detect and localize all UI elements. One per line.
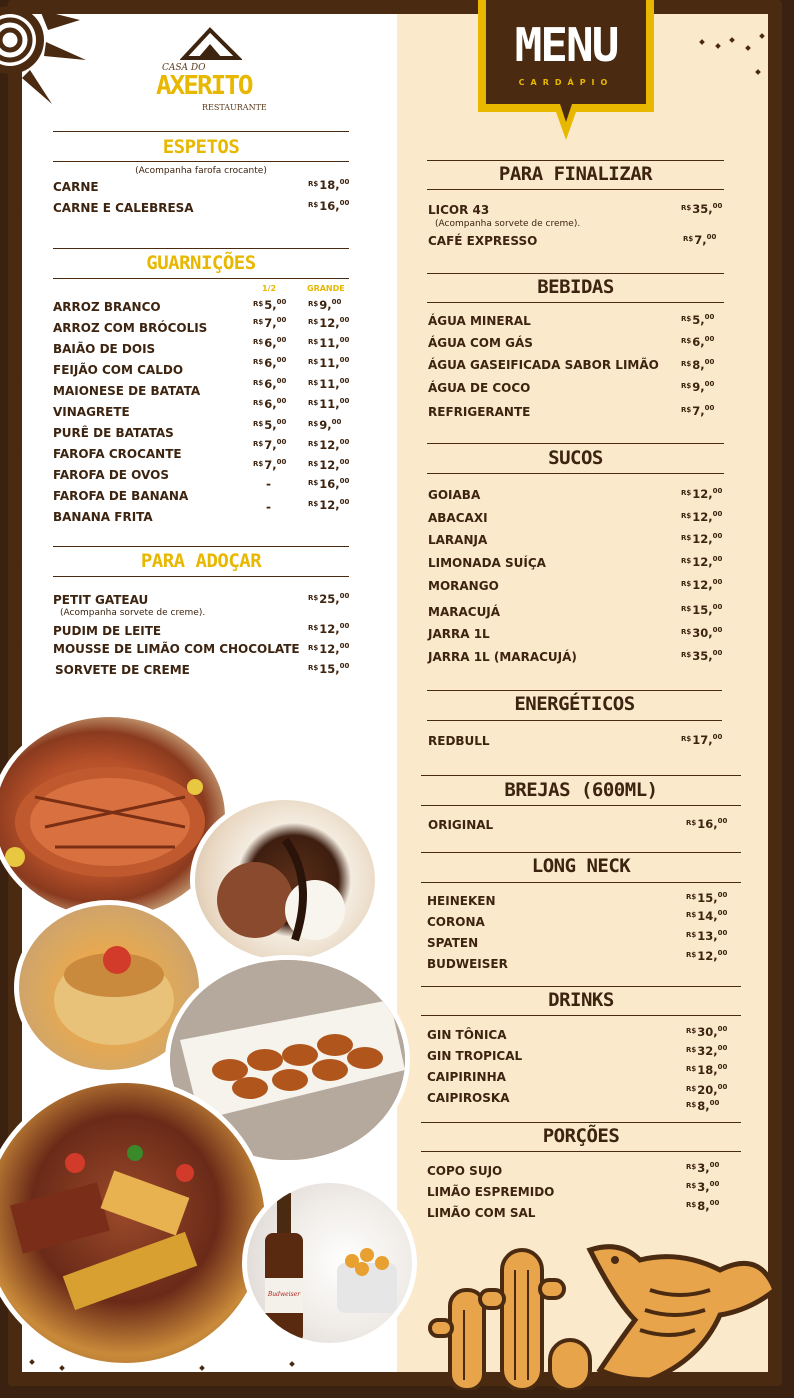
menu-item-name: ARROZ COM BRÓCOLIS: [53, 321, 208, 335]
section-title-brejas: BREJAS (600ML): [504, 779, 658, 801]
menu-item-name: CAIPIRINHA: [427, 1070, 506, 1084]
beer-label: Budweiser: [267, 1291, 301, 1298]
price-half-unavailable: -: [266, 500, 271, 514]
divider: [53, 248, 349, 249]
divider: [427, 690, 722, 691]
divider: [427, 189, 724, 190]
menu-item-name: LIMÃO ESPREMIDO: [427, 1185, 555, 1199]
price-full: $^{R\$}$12,00: [308, 438, 350, 452]
column-header-half: 1/2: [262, 284, 277, 293]
menu-item-name: CARNE E CALEBRESA: [53, 201, 194, 215]
menu-item-price: $^{R\$}$8,00: [681, 358, 715, 372]
divider: [427, 273, 724, 274]
section-title-adocar: PARA ADOÇAR: [140, 550, 262, 572]
divider: [53, 278, 349, 279]
price-full: $^{R\$}$12,00: [308, 316, 350, 330]
price-half: $^{R\$}$6,00: [253, 336, 287, 350]
menu-item-price: $^{R\$}$6,00: [681, 335, 715, 349]
menu-item-name: REDBULL: [428, 734, 490, 748]
menu-item-price: $^{R\$}$15,00: [686, 891, 728, 905]
menu-item-name: PETIT GATEAU: [53, 593, 149, 607]
divider: [427, 720, 722, 721]
menu-item-price: $^{R\$}$35,00: [681, 649, 723, 663]
divider: [421, 1015, 741, 1016]
section-title-drinks: DRINKS: [548, 989, 614, 1011]
divider: [421, 852, 741, 853]
divider: [421, 1151, 741, 1152]
logo-suffix: RESTAURANTE: [202, 103, 267, 112]
photo-petit-gateau: [190, 795, 380, 965]
price-half-unavailable: -: [266, 477, 271, 491]
menu-item-name: GOIABA: [428, 488, 481, 502]
menu-item-price: $^{R\$}$35,00: [681, 202, 723, 216]
divider: [421, 805, 741, 806]
price-half: $^{R\$}$6,00: [253, 397, 287, 411]
menu-subtitle: CARDÁPIO: [518, 78, 614, 87]
menu-item-price: $^{R\$}$25,00: [308, 592, 350, 606]
menu-item-name: MARACUJÁ: [428, 605, 501, 619]
logo-name: AXERITO: [156, 71, 252, 101]
menu-item-price: $^{R\$}$12,00: [681, 510, 723, 524]
divider: [53, 161, 349, 162]
divider: [53, 576, 349, 577]
menu-item-price: $^{R\$}$15,00: [308, 662, 350, 676]
menu-item-price: $^{R\$}$12,00: [681, 555, 723, 569]
price-half: $^{R\$}$7,00: [253, 316, 287, 330]
menu-item-name: PURÊ DE BATATAS: [53, 426, 174, 440]
menu-item-name: FAROFA CROCANTE: [53, 447, 182, 461]
menu-item-note: (Acompanha sorvete de creme).: [60, 608, 206, 618]
menu-item-price: $^{R\$}$3,00: [686, 1180, 720, 1194]
bird-icon: [590, 1247, 775, 1380]
divider: [53, 131, 349, 132]
menu-item-price: $^{R\$}$7,00: [683, 233, 717, 247]
price-half: $^{R\$}$7,00: [253, 438, 287, 452]
menu-title: MENU: [514, 18, 618, 72]
menu-item-price: $^{R\$}$30,00: [681, 626, 723, 640]
menu-item-name: REFRIGERANTE: [428, 405, 531, 419]
price-half: $^{R\$}$7,00: [253, 458, 287, 472]
menu-item-price: $^{R\$}$30,00: [686, 1025, 728, 1039]
menu-item-name: CARNE: [53, 180, 99, 194]
menu-item-name: LICOR 43: [428, 203, 490, 217]
menu-item-price: $^{R\$}$32,00: [686, 1044, 728, 1058]
menu-item-name: ÁGUA GASEIFICADA SABOR LIMÃO: [428, 358, 659, 372]
price-full: $^{R\$}$16,00: [308, 477, 350, 491]
menu-item-name: BANANA FRITA: [53, 510, 153, 524]
menu-item-name: HEINEKEN: [427, 894, 496, 908]
divider: [421, 986, 741, 987]
menu-item-name: BUDWEISER: [427, 957, 508, 971]
menu-item-price: $^{R\$}$17,00: [681, 733, 723, 747]
menu-item-name: ABACAXI: [428, 511, 488, 525]
menu-item-name: COPO SUJO: [427, 1164, 503, 1178]
divider: [427, 160, 724, 161]
menu-item-price: $^{R\$}$20,00: [686, 1083, 728, 1097]
menu-item-name: CAFÉ EXPRESSO: [428, 234, 538, 248]
menu-item-price: $^{R\$}$16,00: [308, 199, 350, 213]
cactus-icon: [430, 1250, 590, 1390]
section-title-finalizar: PARA FINALIZAR: [498, 163, 653, 185]
column-header-full: GRANDE: [307, 284, 345, 293]
menu-item-name: GIN TÔNICA: [427, 1028, 507, 1042]
menu-item-name: ARROZ BRANCO: [53, 300, 161, 314]
menu-item-price: $^{R\$}$5,00: [681, 313, 715, 327]
menu-item-price: $^{R\$}$18,00: [308, 178, 350, 192]
menu-item-price: $^{R\$}$7,00: [681, 404, 715, 418]
menu-item-name: GIN TROPICAL: [427, 1049, 523, 1063]
section-title-espetos: ESPETOS: [162, 136, 240, 158]
menu-item-name: MOUSSE DE LIMÃO COM CHOCOLATE: [53, 642, 300, 656]
menu-item-price: $^{R\$}$16,00: [686, 817, 728, 831]
section-title-guarnicoes: GUARNIÇÕES: [146, 252, 256, 274]
menu-item-price-extra: $^{R\$}$8,00: [686, 1099, 720, 1113]
price-full: $^{R\$}$9,00: [308, 298, 342, 312]
menu-item-price: $^{R\$}$13,00: [686, 929, 728, 943]
menu-item-price: $^{R\$}$12,00: [308, 622, 350, 636]
menu-item-name: MORANGO: [428, 579, 499, 593]
menu-item-name: BAIÃO DE DOIS: [53, 342, 156, 356]
menu-item-price: $^{R\$}$15,00: [681, 603, 723, 617]
menu-item-name: LIMÃO COM SAL: [427, 1206, 536, 1220]
sun-ornament-icon: [0, 0, 90, 110]
menu-item-name: LIMONADA SUÍÇA: [428, 556, 546, 570]
section-title-bebidas: BEBIDAS: [537, 276, 614, 298]
menu-item-price: $^{R\$}$12,00: [681, 578, 723, 592]
price-full: $^{R\$}$11,00: [308, 377, 350, 391]
menu-item-price: $^{R\$}$14,00: [686, 909, 728, 923]
logo-prefix: CASA DO: [162, 63, 206, 73]
menu-item-name: CORONA: [427, 915, 485, 929]
divider: [421, 1122, 741, 1123]
menu-item-name: ÁGUA COM GÁS: [428, 336, 533, 350]
divider: [427, 302, 724, 303]
section-title-porcoes: PORÇÕES: [542, 1125, 620, 1147]
price-half: $^{R\$}$6,00: [253, 356, 287, 370]
menu-item-name: SORVETE DE CREME: [55, 663, 190, 677]
divider: [53, 546, 349, 547]
menu-item-name: FEIJÃO COM CALDO: [53, 363, 184, 377]
menu-item-name: ORIGINAL: [428, 818, 494, 832]
price-half: $^{R\$}$5,00: [253, 418, 287, 432]
menu-item-note: (Acompanha sorvete de creme).: [435, 219, 581, 229]
price-full: $^{R\$}$12,00: [308, 498, 350, 512]
section-title-energeticos: ENERGÉTICOS: [514, 693, 635, 715]
menu-item-name: ÁGUA MINERAL: [428, 314, 531, 328]
menu-item-price: $^{R\$}$9,00: [681, 380, 715, 394]
menu-item-price: $^{R\$}$12,00: [308, 642, 350, 656]
menu-item-price: $^{R\$}$12,00: [686, 949, 728, 963]
price-full: $^{R\$}$11,00: [308, 397, 350, 411]
menu-item-name: MAIONESE DE BATATA: [53, 384, 201, 398]
divider: [421, 775, 741, 776]
menu-item-name: JARRA 1L: [428, 627, 490, 641]
menu-item-name: PUDIM DE LEITE: [53, 624, 162, 638]
divider: [427, 473, 724, 474]
price-full: $^{R\$}$11,00: [308, 356, 350, 370]
menu-item-price: $^{R\$}$3,00: [686, 1161, 720, 1175]
espetos-note: (Acompanha farofa crocante): [135, 166, 267, 176]
menu-item-name: CAIPIROSKA: [427, 1091, 510, 1105]
menu-item-name: FAROFA DE BANANA: [53, 489, 189, 503]
divider: [427, 443, 724, 444]
price-full: $^{R\$}$9,00: [308, 418, 342, 432]
section-title-longneck: LONG NECK: [531, 855, 631, 877]
menu-item-name: JARRA 1L (MARACUJÁ): [428, 650, 577, 664]
photo-beer-and-snack: [242, 1178, 417, 1348]
menu-item-name: SPATEN: [427, 936, 479, 950]
section-title-sucos: SUCOS: [548, 447, 603, 469]
price-full: $^{R\$}$11,00: [308, 336, 350, 350]
menu-item-name: VINAGRETE: [53, 405, 130, 419]
menu-item-name: FAROFA DE OVOS: [53, 468, 169, 482]
price-full: $^{R\$}$12,00: [308, 458, 350, 472]
menu-item-price: $^{R\$}$12,00: [681, 487, 723, 501]
price-half: $^{R\$}$5,00: [253, 298, 287, 312]
cactus-and-bird-illustration: [420, 1230, 780, 1390]
price-half: $^{R\$}$6,00: [253, 377, 287, 391]
logo-roof-icon: [180, 26, 242, 62]
menu-item-price: $^{R\$}$8,00: [686, 1199, 720, 1213]
divider: [421, 882, 741, 883]
menu-item-price: $^{R\$}$12,00: [681, 532, 723, 546]
menu-item-name: LARANJA: [428, 533, 488, 547]
menu-item-price: $^{R\$}$18,00: [686, 1063, 728, 1077]
menu-item-name: ÁGUA DE COCO: [428, 381, 531, 395]
